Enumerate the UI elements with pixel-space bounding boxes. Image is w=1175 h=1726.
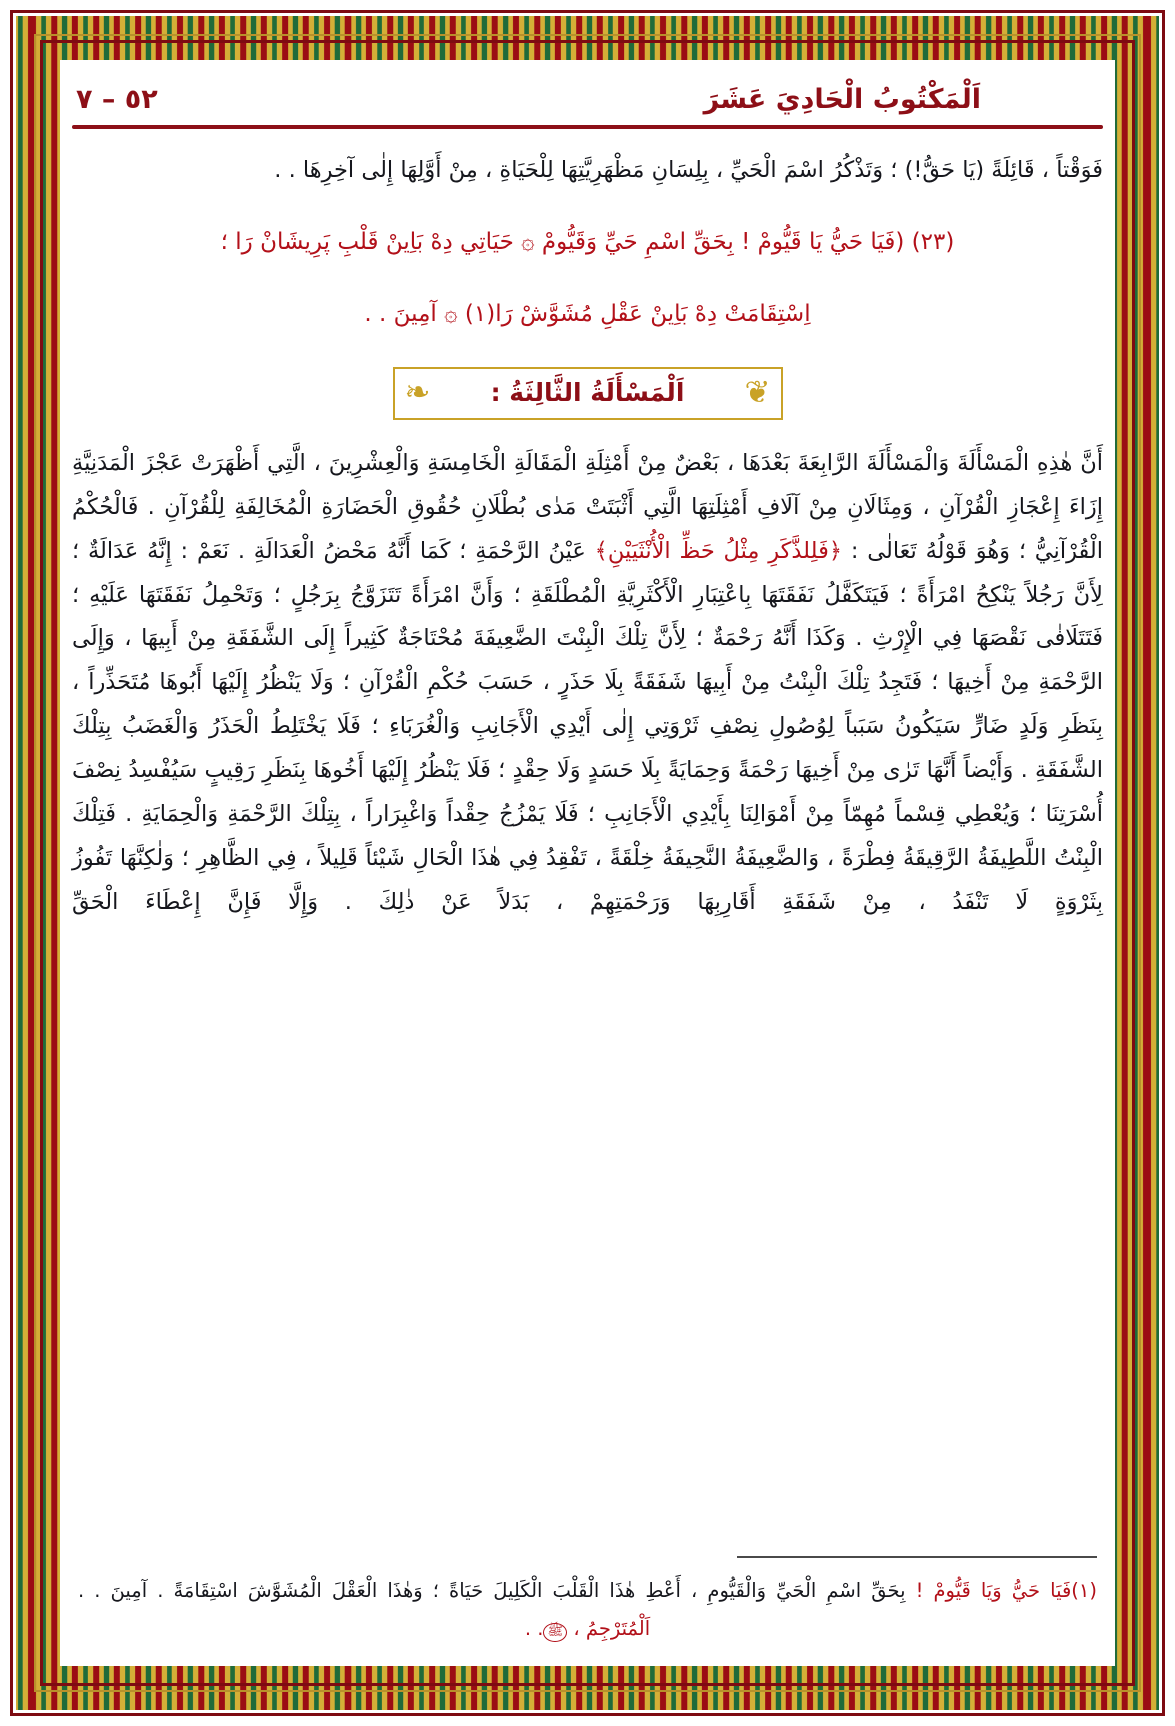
body-seg-10-continuation: وَإِلَّا فَإِنَّ إِعْطَاءَ الْحَقِّ	[72, 888, 319, 915]
footnote-marker: (١)	[1071, 1578, 1097, 1602]
body-seg-6: عَيْنُ الرَّحْمَةِ ؛ كَمَا أَنَّهُ مَحْضُ الْعَدَالَةِ . نَعَمْ :	[171, 537, 595, 564]
footnote-divider	[737, 1556, 1097, 1558]
footnote-area	[72, 1556, 1103, 1648]
body-seg-1: أَنَّ هٰذِهِ الْمَسْأَلَةَ وَالْمَسْأَلَةَ الرَّابِعَةَ بَعْدَهَا ،	[719, 449, 1104, 476]
header-divider	[72, 125, 1103, 129]
page-title: اَلْمَكْتُوبُ الْحَادِيَ عَشَرَ	[703, 84, 981, 115]
salawat-icon: ﷺ	[543, 1623, 567, 1642]
footnote-line-2	[78, 1610, 1097, 1648]
section-heading-container	[68, 367, 1107, 420]
body-seg-5: فَالْحُكْمُ الْقُرْآنِيُّ ؛ وَهُوَ قَوْلُهُ تَعَالٰى :	[72, 493, 1103, 564]
body-paragraph	[72, 442, 1103, 925]
footnote-red-text: فَيَا حَيُّ وَيَا قَيُّومْ !	[915, 1578, 1072, 1602]
footnote-dark-text: بِحَقِّ اسْمِ الْحَيِّ وَالْقَيُّومِ ، أَعْطِ هٰذَا الْقَلْبَ الْكَلِيلَ حَيَاةً ؛ وَهٰذَا الْعَقْلَ الْمُشَوَّشَ اسْتِقَامَةً . آمِينَ . .	[78, 1578, 916, 1602]
section-heading-box	[393, 367, 783, 420]
footnote-tail: . .	[524, 1616, 544, 1640]
body-seg-4: ، الَّتِي أَظْهَرَتْ عَجْزَ الْمَدَنِيَّةِ إِزَاءَ إِعْجَازِ الْقُرْآنِ ، وَمِثَالَانِ مِنْ آلَافِ أَمْثِلَتِهَا الَّتِي أَثْبَتَتْ مَدٰى بُطْلَانِ حُقُوقِ الْحَضَارَةِ الْمُخَالِفَةِ لِلْقُرْآنِ .	[72, 449, 1103, 520]
body-seg-3-reference: الْمَقَالَةِ الْخَامِسَةِ وَالْعِشْرِينَ	[328, 449, 578, 476]
ornament-left-icon: ❧	[404, 374, 431, 411]
body-seg-7: إِنَّهُ عَدَالَةٌ ؛ لِأَنَّ رَجُلاً يَنْكِحُ امْرَأَةً ؛ فَيَتَكَفَّلُ نَفَقَتَهَا بِاعْتِبَارِ الْأَكْثَرِيَّةِ الْمُطْلَقَةِ ؛ وَأَنَّ امْرَأَةً تَتَزَوَّجُ بِرَجُلٍ ؛ وَتَحْمِلُ نَفَقَتَهَا عَلَيْهِ ؛ فَتَتَلَافٰى نَقْصَهَا فِي الْإِرْثِ .	[72, 537, 1103, 652]
paragraph-opening: فَوَقْتاً ، قَائِلَةً (يَا حَقُّ!) ؛ وَتَذْكُرُ اسْمَ الْحَيِّ ، بِلِسَانِ مَظْهَرِيَّتِهَا لِلْحَيَاةِ ، مِنْ أَوَّلِهَا إِلٰى آخِرِهَا . .	[274, 157, 1103, 183]
supplication-block	[68, 219, 1107, 337]
page-header	[68, 70, 1107, 115]
footnote-line-1	[78, 1572, 1097, 1610]
page-number: ٥٢ – ٧	[76, 84, 158, 115]
body-seg-2: بَعْضٌ مِنْ أَمْثِلَةِ	[577, 449, 720, 476]
supplication-line-1: (٢٣) (فَيَا حَيُّ يَا قَيُّومْ ! بِحَقِّ اسْمِ حَيِّ وَقَيُّومْ ۞ حَيَاتِي دِهْ بَاِينْ قَلْبِ پَرِيشَانْ رَا ؛	[220, 228, 955, 255]
supplication-line-2: اِسْتِقَامَتْ دِهْ بَاِينْ عَقْلِ مُشَوَّشْ رَا(١) ۞ آمِينَ . .	[364, 300, 811, 327]
body-seg-9: لِأَنَّ تِلْكَ الْبِنْتَ الضَّعِيفَةَ مُحْتَاجَةٌ كَثِيراً إِلَى الشَّفَقَةِ مِنْ أَبِيهَا ، وَإِلَى الرَّحْمَةِ مِنْ أَخِيهَا ؛ فَتَجِدُ تِلْكَ الْبِنْتُ مِنْ أَبِيهَا شَفَقَةً بِلَا حَذَرٍ ، حَسَبَ حُكْمِ الْقُرْآنِ ؛ وَلَا يَنْظُرُ إِلَيْهَا أَبُوهَا مُتَحَذِّراً ، بِنَظَرِ وَلَدٍ ضَارٍّ سَيَكُونُ سَبَباً لِوُصُولِ نِصْفِ ثَرْوَتِي إِلٰى أَيْدِي الْأَجَانِبِ وَالْغُرَبَاءِ ؛ فَلَا يَخْتَلِطُ الْحَذَرُ وَالْغَضَبُ بِتِلْكَ الشَّفَقَةِ . وَأَيْضاً أَنَّهَا تَرٰى مِنْ أَخِيهَا رَحْمَةً وَحِمَايَةً بِلَا حَسَدٍ وَلَا حِقْدٍ ؛ فَلَا يَنْظُرُ إِلَيْهَا أَخُوهَا بِنَظَرِ رَقِيبٍ سَيُفْسِدُ نِصْفَ أُسْرَتِنَا ؛ وَيُعْطِي قِسْماً مُهِمّاً مِنْ أَمْوَالِنَا بِأَيْدِي الْأَجَانِبِ ؛ فَلَا يَمْزُجُ حِقْداً وَاغْبِرَاراً ، بِتِلْكَ الرَّحْمَةِ وَالْحِمَايَةِ . فَتِلْكَ الْبِنْتُ اللَّطِيفَةُ الرَّقِيقَةُ فِطْرَةً ، وَالضَّعِيفَةُ النَّحِيفَةُ خِلْقَةً ، تَفْقِدُ فِي هٰذَا الْحَالِ شَيْئاً قَلِيلاً ، فِي الظَّاهِرِ ؛ وَلٰكِنَّهَا تَفُوزُ بِثَرْوَةٍ لَا تَنْفَدُ ، مِنْ شَفَقَةِ أَقَارِبِهَا وَرَحْمَتِهِمْ ، بَدَلاً عَنْ ذٰلِكَ .	[72, 625, 1103, 915]
main-body	[68, 442, 1107, 925]
page-content	[58, 56, 1117, 1670]
footnote-translator: اَلْمُتَرْجِمُ ،	[573, 1616, 651, 1640]
quran-verse: ﴿فَلِلذَّكَرِ مِثْلُ حَظِّ الْأُنْثَيَيْنِ﴾	[594, 537, 843, 564]
ornament-right-icon: ❦	[744, 374, 771, 411]
body-seg-8-emphasis: وَكَذَا أَنَّهُ رَحْمَةٌ ؛	[695, 625, 846, 652]
section-heading-text: اَلْمَسْأَلَةُ الثَّالِثَةُ :	[490, 377, 685, 407]
